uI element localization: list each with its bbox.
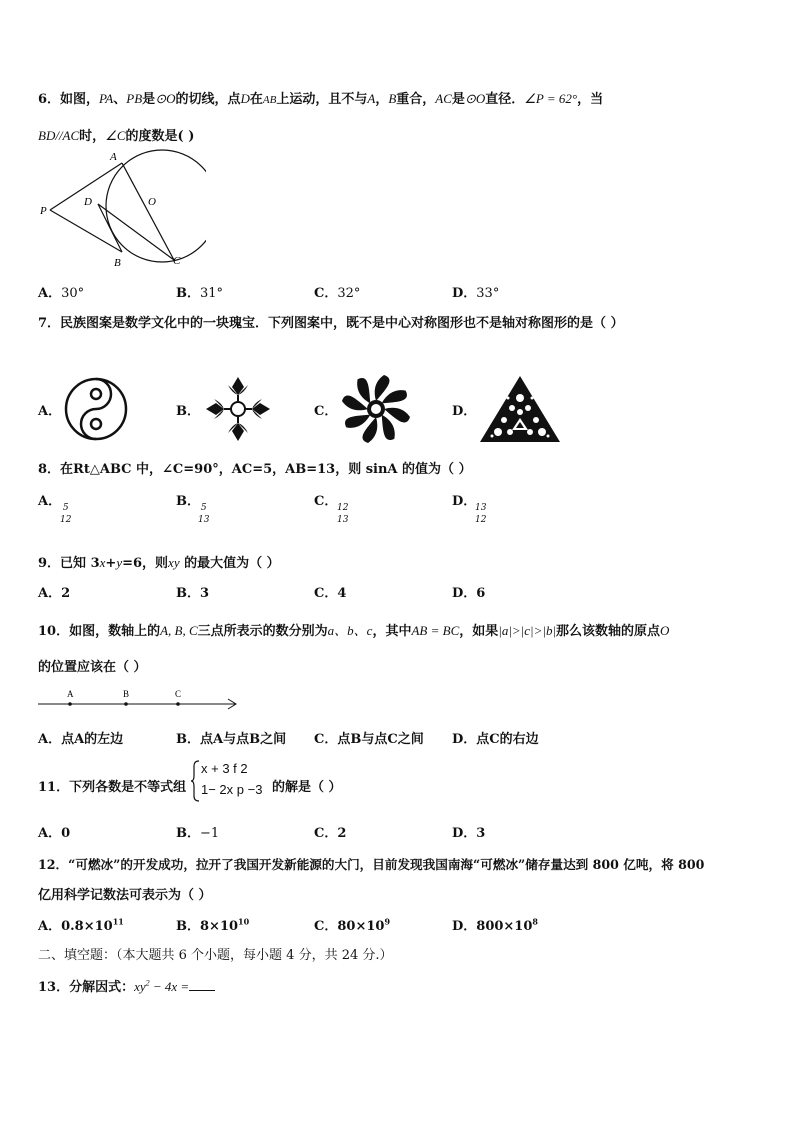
q11-option-b[interactable]: B．−1 (176, 826, 220, 841)
q11-option-c[interactable]: C．2 (314, 826, 347, 841)
q9-option-c[interactable]: C．4 (314, 586, 347, 601)
q6-line1: 6．如图，PA、PB是⊙O的切线，点D在AB上运动，且不与A，B重合，AC是⊙O直径．∠P = 62°，当 (38, 91, 604, 107)
q12-line2: 亿用科学记数法可表示为（ ） (38, 888, 212, 903)
ornament-cross-icon (202, 373, 274, 445)
q7-text: 7．民族图案是数学文化中的一块瑰宝．下列图案中，既不是中心对称图形也不是轴对称图形的是（ ） (38, 316, 624, 331)
q11-text: 11．下列各数是不等式组 (38, 780, 187, 795)
q9-option-a[interactable]: A．2 (38, 586, 71, 601)
q6-option-d[interactable]: D．33° (452, 286, 500, 301)
section2-title: 二、填空题：（本大题共 6 个小题，每小题 4 分，共 24 分.） (38, 948, 393, 963)
fig-label-c: C (173, 255, 181, 267)
brace-icon (190, 760, 200, 802)
fig-label-a: A (110, 151, 117, 163)
q11-text-end: 的解是（ ） (272, 780, 342, 795)
q10-option-a[interactable]: A．点A的左边 (38, 732, 124, 747)
q10-option-b[interactable]: B．点A与点B之间 (176, 732, 287, 747)
q7-option-c[interactable]: C． (314, 404, 338, 419)
q11-option-d[interactable]: D．3 (452, 826, 486, 841)
q6-option-c[interactable]: C．32° (314, 286, 361, 301)
number-line (36, 688, 242, 712)
q8-option-c-fraction: 12 13 (337, 503, 349, 525)
fig-label-b: B (114, 257, 121, 269)
taiji-icon (64, 377, 128, 441)
answer-blank[interactable] (189, 978, 215, 991)
q8-option-b[interactable]: B． (176, 494, 200, 509)
fig-label-d: D (84, 196, 92, 208)
q8-option-b-fraction: 5 13 (198, 503, 210, 525)
q8-option-c[interactable]: C． (314, 494, 338, 509)
q7-option-a[interactable]: A． (38, 404, 62, 419)
q12-option-b[interactable]: B．$8\times 10^{10}$ (176, 916, 250, 934)
q10-option-d[interactable]: D．点C的右边 (452, 732, 539, 747)
q10-option-c[interactable]: C．点B与点C之间 (314, 732, 424, 747)
q7-option-d[interactable]: D． (452, 404, 477, 419)
q12-option-d[interactable]: D．$800\times 10^8$ (452, 916, 538, 934)
q7-option-b[interactable]: B． (176, 404, 200, 419)
axis-label-c: C (175, 689, 182, 699)
fig-label-p: P (40, 205, 47, 217)
arc-ab: AB (262, 94, 277, 106)
q6-figure (36, 148, 206, 272)
q13-text: 13．分解因式：$xy^2 - 4x$ = (38, 976, 215, 995)
q10-line2: 的位置应该在（ ） (38, 660, 147, 675)
q8-option-d-fraction: 13 12 (475, 503, 487, 525)
q12-option-c[interactable]: C．$80\times 10^9$ (314, 916, 391, 934)
q8-option-a-fraction: 5 12 (60, 503, 72, 525)
q6-option-b[interactable]: B．31° (176, 286, 224, 301)
fig-label-o: O (148, 196, 156, 208)
triangle-pattern-icon (478, 374, 562, 444)
axis-label-a: A (67, 689, 74, 699)
q8-option-d[interactable]: D． (452, 494, 477, 509)
q6-option-a[interactable]: A．30° (38, 286, 85, 301)
q9-option-d[interactable]: D．6 (452, 586, 486, 601)
axis-label-b: B (123, 689, 130, 699)
q8-option-a[interactable]: A． (38, 494, 62, 509)
q6-line2: BD//AC时，∠C的度数是( ) (38, 128, 195, 144)
q10-line1: 10．如图，数轴上的A, B, C三点所表示的数分别为a、b、c，其中AB = BC，如果|a|>|c|>|b|那么该数轴的原点O (38, 623, 670, 639)
q11-inequality-2: 1− 2x p −3 (201, 782, 263, 797)
q8-text: 8．在Rt△ABC 中，∠C=90°，AC=5，AB=13，则 sinA 的值为（ ） (38, 462, 472, 477)
pinwheel-flower-icon (340, 373, 412, 445)
q9-text: 9．已知 3x+y=6，则xy 的最大值为（ ） (38, 555, 280, 571)
q9-option-b[interactable]: B．3 (176, 586, 210, 601)
q12-option-a[interactable]: A．$0.8\times 10^{11}$ (38, 916, 124, 934)
q11-inequality-1: x + 3 f 2 (201, 761, 248, 776)
q11-option-a[interactable]: A．0 (38, 826, 71, 841)
q12-line1: 12．“可燃冰”的开发成功，拉开了我国开发新能源的大门，目前发现我国南海“可燃冰”储存量达到 800 亿吨，将 800 (38, 857, 705, 872)
